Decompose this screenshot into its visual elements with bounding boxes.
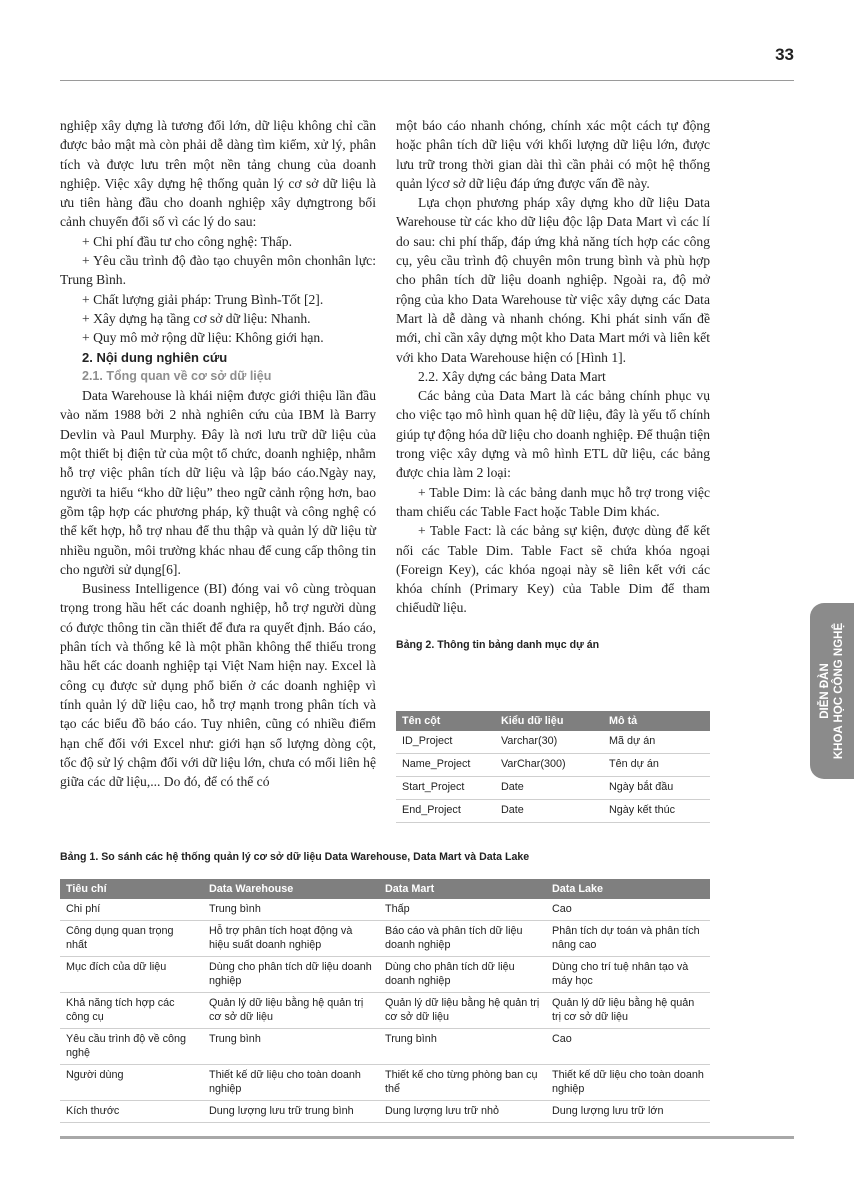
table-cell: Trung bình xyxy=(379,1029,546,1065)
table-cell: ID_Project xyxy=(396,731,495,754)
column-header: Kiểu dữ liệu xyxy=(495,711,603,731)
table-row xyxy=(60,899,710,921)
paragraph: Các bảng của Data Mart là các bảng chính phục vụ cho việc tạo mô hình quan hệ dữ liệu, đây là yếu tố chính giúp tự động hóa dữ liệu cho doanh nghiệp. Để thuận tiện trong việc xây dựng và mô hình ETL dữ liệu, các bảng được chia làm 2 loại: xyxy=(396,388,710,481)
paragraph: + Table Fact: là các bảng sự kiện, được dùng để kết nối các Table Dim. Table Fact sẽ chứa khóa ngoại (Foreign Key), các khóa ngoại này sẽ liên kết với các khóa chính (Primary Key) của Table Dim để tham chiếudữ liệu. xyxy=(396,523,710,616)
table-cell: Thiết kế dữ liệu cho toàn doanh nghiệp xyxy=(546,1065,710,1101)
table-row xyxy=(396,800,710,823)
column-header: Mô tả xyxy=(603,711,710,731)
table-cell: Thiết kế cho từng phòng ban cụ thể xyxy=(379,1065,546,1101)
list-item: + Chi phí đầu tư cho công nghệ: Thấp. xyxy=(82,233,292,249)
table-row xyxy=(396,754,710,777)
side-tab-line: DIỄN ĐÀN xyxy=(819,663,831,719)
project-table xyxy=(396,711,710,823)
table-caption: Bảng 1. So sánh các hệ thống quản lý cơ sở dữ liệu Data Warehouse, Data Mart và Data Lake xyxy=(60,851,530,863)
paragraph: một báo cáo nhanh chóng, chính xác một cách tự động hoặc phân tích dữ liệu với khối lượng dữ liệu lớn, được lưu trữ trong thời gian dài thì cần phải có một hệ thống quản lýcơ sở dữ liệu đáp ứng được vấn đề này. xyxy=(396,118,710,191)
table-cell: Mã dự án xyxy=(603,731,710,754)
table-row xyxy=(60,1065,710,1101)
table-cell: Name_Project xyxy=(396,754,495,777)
paragraph: nghiệp xây dựng là tương đối lớn, dữ liệu không chỉ cần được bảo mật mà còn phải dễ dàng tìm kiếm, xử lý, phân tích và được lưu trên một nền tảng chung của doanh nghiệp. Việc xây dựng hệ thống quản lý cơ sở dữ liệu là ưu tiên hàng đầu cho doanh nghiệp xây dựngtrong bối cảnh chuyển đổi số vì các lý do sau: xyxy=(60,118,376,230)
paragraph: Business Intelligence (BI) đóng vai vô cùng tròquan trọng trong hầu hết các doanh nghiệp, hỗ trợ người dùng có được thông tin cần thiết để đưa ra quyết định. Báo cáo, phân tích và thống kê là một phần không thể thiếu trong hầu hết các doanh nghiệp tại Việt Nam hiện nay. Excel là công cụ được sử dụng phổ biến ở các doanh nghiệp vì tính quản lý dữ liệu cao, hỗ trợ mạnh trong phân tích và tạo các biểu đồ báo cáo. Tuy nhiên, cũng có nhiều điểm hạn chế đối với Excel như: giới hạn số lượng dòng cột, tốc độ sử lý chậm đối với dữ liệu lớn, chưa có mối liên hệ giữa các dữ liệu,... Do đó, để có thể có xyxy=(60,581,376,790)
table-cell: Thấp xyxy=(379,899,546,921)
paragraph: 2.2. Xây dựng các bảng Data Mart xyxy=(418,368,606,384)
table-cell: Cao xyxy=(546,1029,710,1065)
table-header-row xyxy=(396,711,710,731)
table-cell: Quản lý dữ liệu bằng hệ quản trị cơ sở dữ liệu xyxy=(546,993,710,1029)
list-item: + Xây dựng hạ tầng cơ sở dữ liệu: Nhanh. xyxy=(82,310,311,326)
table-cell: Kích thước xyxy=(60,1101,203,1123)
right-column xyxy=(396,116,710,652)
column-header: Tiêu chí xyxy=(60,879,203,899)
column-header: Tên cột xyxy=(396,711,495,731)
section-side-tab xyxy=(810,603,854,779)
table-row xyxy=(60,921,710,957)
table-header-row xyxy=(60,879,710,899)
table-cell: Chi phí xyxy=(60,899,203,921)
table-cell: Báo cáo và phân tích dữ liệu doanh nghiệp xyxy=(379,921,546,957)
top-rule xyxy=(60,80,794,81)
table-row xyxy=(60,1101,710,1123)
table-cell: Date xyxy=(495,800,603,823)
paragraph: + Table Dim: là các bảng danh mục hỗ trợ trong việc tham chiếu các Table Fact hoặc Table Dim khác. xyxy=(396,484,710,519)
left-column xyxy=(60,116,376,791)
table-cell: Varchar(30) xyxy=(495,731,603,754)
table-cell: Dung lượng lưu trữ nhỏ xyxy=(379,1101,546,1123)
page-number: 33 xyxy=(775,45,794,64)
table-cell: Mục đích của dữ liệu xyxy=(60,957,203,993)
column-header: Data Mart xyxy=(379,879,546,899)
table-cell: Ngày kết thúc xyxy=(603,800,710,823)
table-cell: Công dụng quan trọng nhất xyxy=(60,921,203,957)
table-cell: Quản lý dữ liệu bằng hệ quản trị cơ sở dữ liệu xyxy=(379,993,546,1029)
table-cell: VarChar(300) xyxy=(495,754,603,777)
table-cell: Thiết kế dữ liệu cho toàn doanh nghiệp xyxy=(203,1065,379,1101)
section-heading: 2. Nội dung nghiên cứu xyxy=(82,349,228,365)
list-item: + Yêu cầu trình độ đào tạo chuyên môn chonhân lực: Trung Bình. xyxy=(60,253,376,288)
table-cell: Trung bình xyxy=(203,1029,379,1065)
table-cell: Quản lý dữ liệu bằng hệ quản trị cơ sở dữ liệu xyxy=(203,993,379,1029)
table-row xyxy=(60,993,710,1029)
table-cell: Cao xyxy=(546,899,710,921)
table-row xyxy=(396,777,710,800)
table-cell: Dung lượng lưu trữ trung bình xyxy=(203,1101,379,1123)
comparison-table xyxy=(60,879,710,1123)
table-caption: Bảng 2. Thông tin bảng danh mục dự án xyxy=(396,638,600,651)
table-cell: End_Project xyxy=(396,800,495,823)
table-cell: Khả năng tích hợp các công cụ xyxy=(60,993,203,1029)
table-cell: Ngày bắt đầu xyxy=(603,777,710,800)
table-cell: Dùng cho phân tích dữ liệu doanh nghiệp xyxy=(379,957,546,993)
table-cell: Phân tích dự toán và phân tích nâng cao xyxy=(546,921,710,957)
table-row xyxy=(60,957,710,993)
table-cell: Hỗ trợ phân tích hoạt động và hiệu suất doanh nghiệp xyxy=(203,921,379,957)
paragraph: Lựa chọn phương pháp xây dựng kho dữ liệu Data Warehouse từ các kho dữ liệu độc lập Data Mart vì các lí do sau: chi phí thấp, đáp ứng khả năng tích hợp các công cụ, yêu cầu trình độ chuyên môn trung bình và phù hợp cho phân tích dữ liệu doanh nghiệp. Ngoài ra, độ mở rộng của kho Data Warehouse từ việc xây dựng các Data Mart là dễ dàng và nhanh chóng. Khi phát sinh vấn đề mới, chỉ cần xây dựng một kho Data Mart mới và liên kết với kho Data Warehouse hiện có [Hình 1]. xyxy=(396,195,710,365)
list-item: + Quy mô mở rộng dữ liệu: Không giới hạn. xyxy=(82,330,324,346)
table-cell: Start_Project xyxy=(396,777,495,800)
table-row xyxy=(60,1029,710,1065)
column-header: Data Warehouse xyxy=(203,879,379,899)
table-row xyxy=(396,731,710,754)
table-cell: Dùng cho trí tuệ nhân tạo và máy học xyxy=(546,957,710,993)
table-cell: Dung lượng lưu trữ lớn xyxy=(546,1101,710,1123)
subsection-heading: 2.1. Tổng quan về cơ sở dữ liệu xyxy=(82,368,272,383)
side-tab-line: KHOA HỌC CÔNG NGHỆ xyxy=(833,622,845,760)
column-header: Data Lake xyxy=(546,879,710,899)
table-cell: Trung bình xyxy=(203,899,379,921)
table-cell: Yêu cầu trình độ về công nghệ xyxy=(60,1029,203,1065)
list-item: + Chất lượng giải pháp: Trung Bình-Tốt [2]. xyxy=(82,291,324,307)
table-cell: Date xyxy=(495,777,603,800)
side-tab-label xyxy=(818,623,846,759)
bottom-rule xyxy=(60,1136,794,1139)
paragraph: Data Warehouse là khái niệm được giới thiệu lần đầu vào năm 1988 bởi 2 nhà nghiên cứu của IBM là Barry Devlin và Paul Murphy. Đây là nơi lưu trữ dữ liệu của một thiết bị điện tử của một tổ chức, doanh nghiệp, nhằm hỗ trợ việc phân tích dữ liệu và lập báo cáo.Ngày nay, người ta hiểu “kho dữ liệu” theo ngữ cảnh rộng hơn, bao gồm tập hợp các phương pháp, kỹ thuật và công nghệ có thể kết hợp, hỗ trợ nhau để thu thập và quản lý dữ liệu từ nhiều nguồn, môi trường khác nhau để cung cấp thông tin cho người sử dụng[6]. xyxy=(60,388,376,577)
table-cell: Người dùng xyxy=(60,1065,203,1101)
table-cell: Tên dự án xyxy=(603,754,710,777)
table-cell: Dùng cho phân tích dữ liệu doanh nghiệp xyxy=(203,957,379,993)
